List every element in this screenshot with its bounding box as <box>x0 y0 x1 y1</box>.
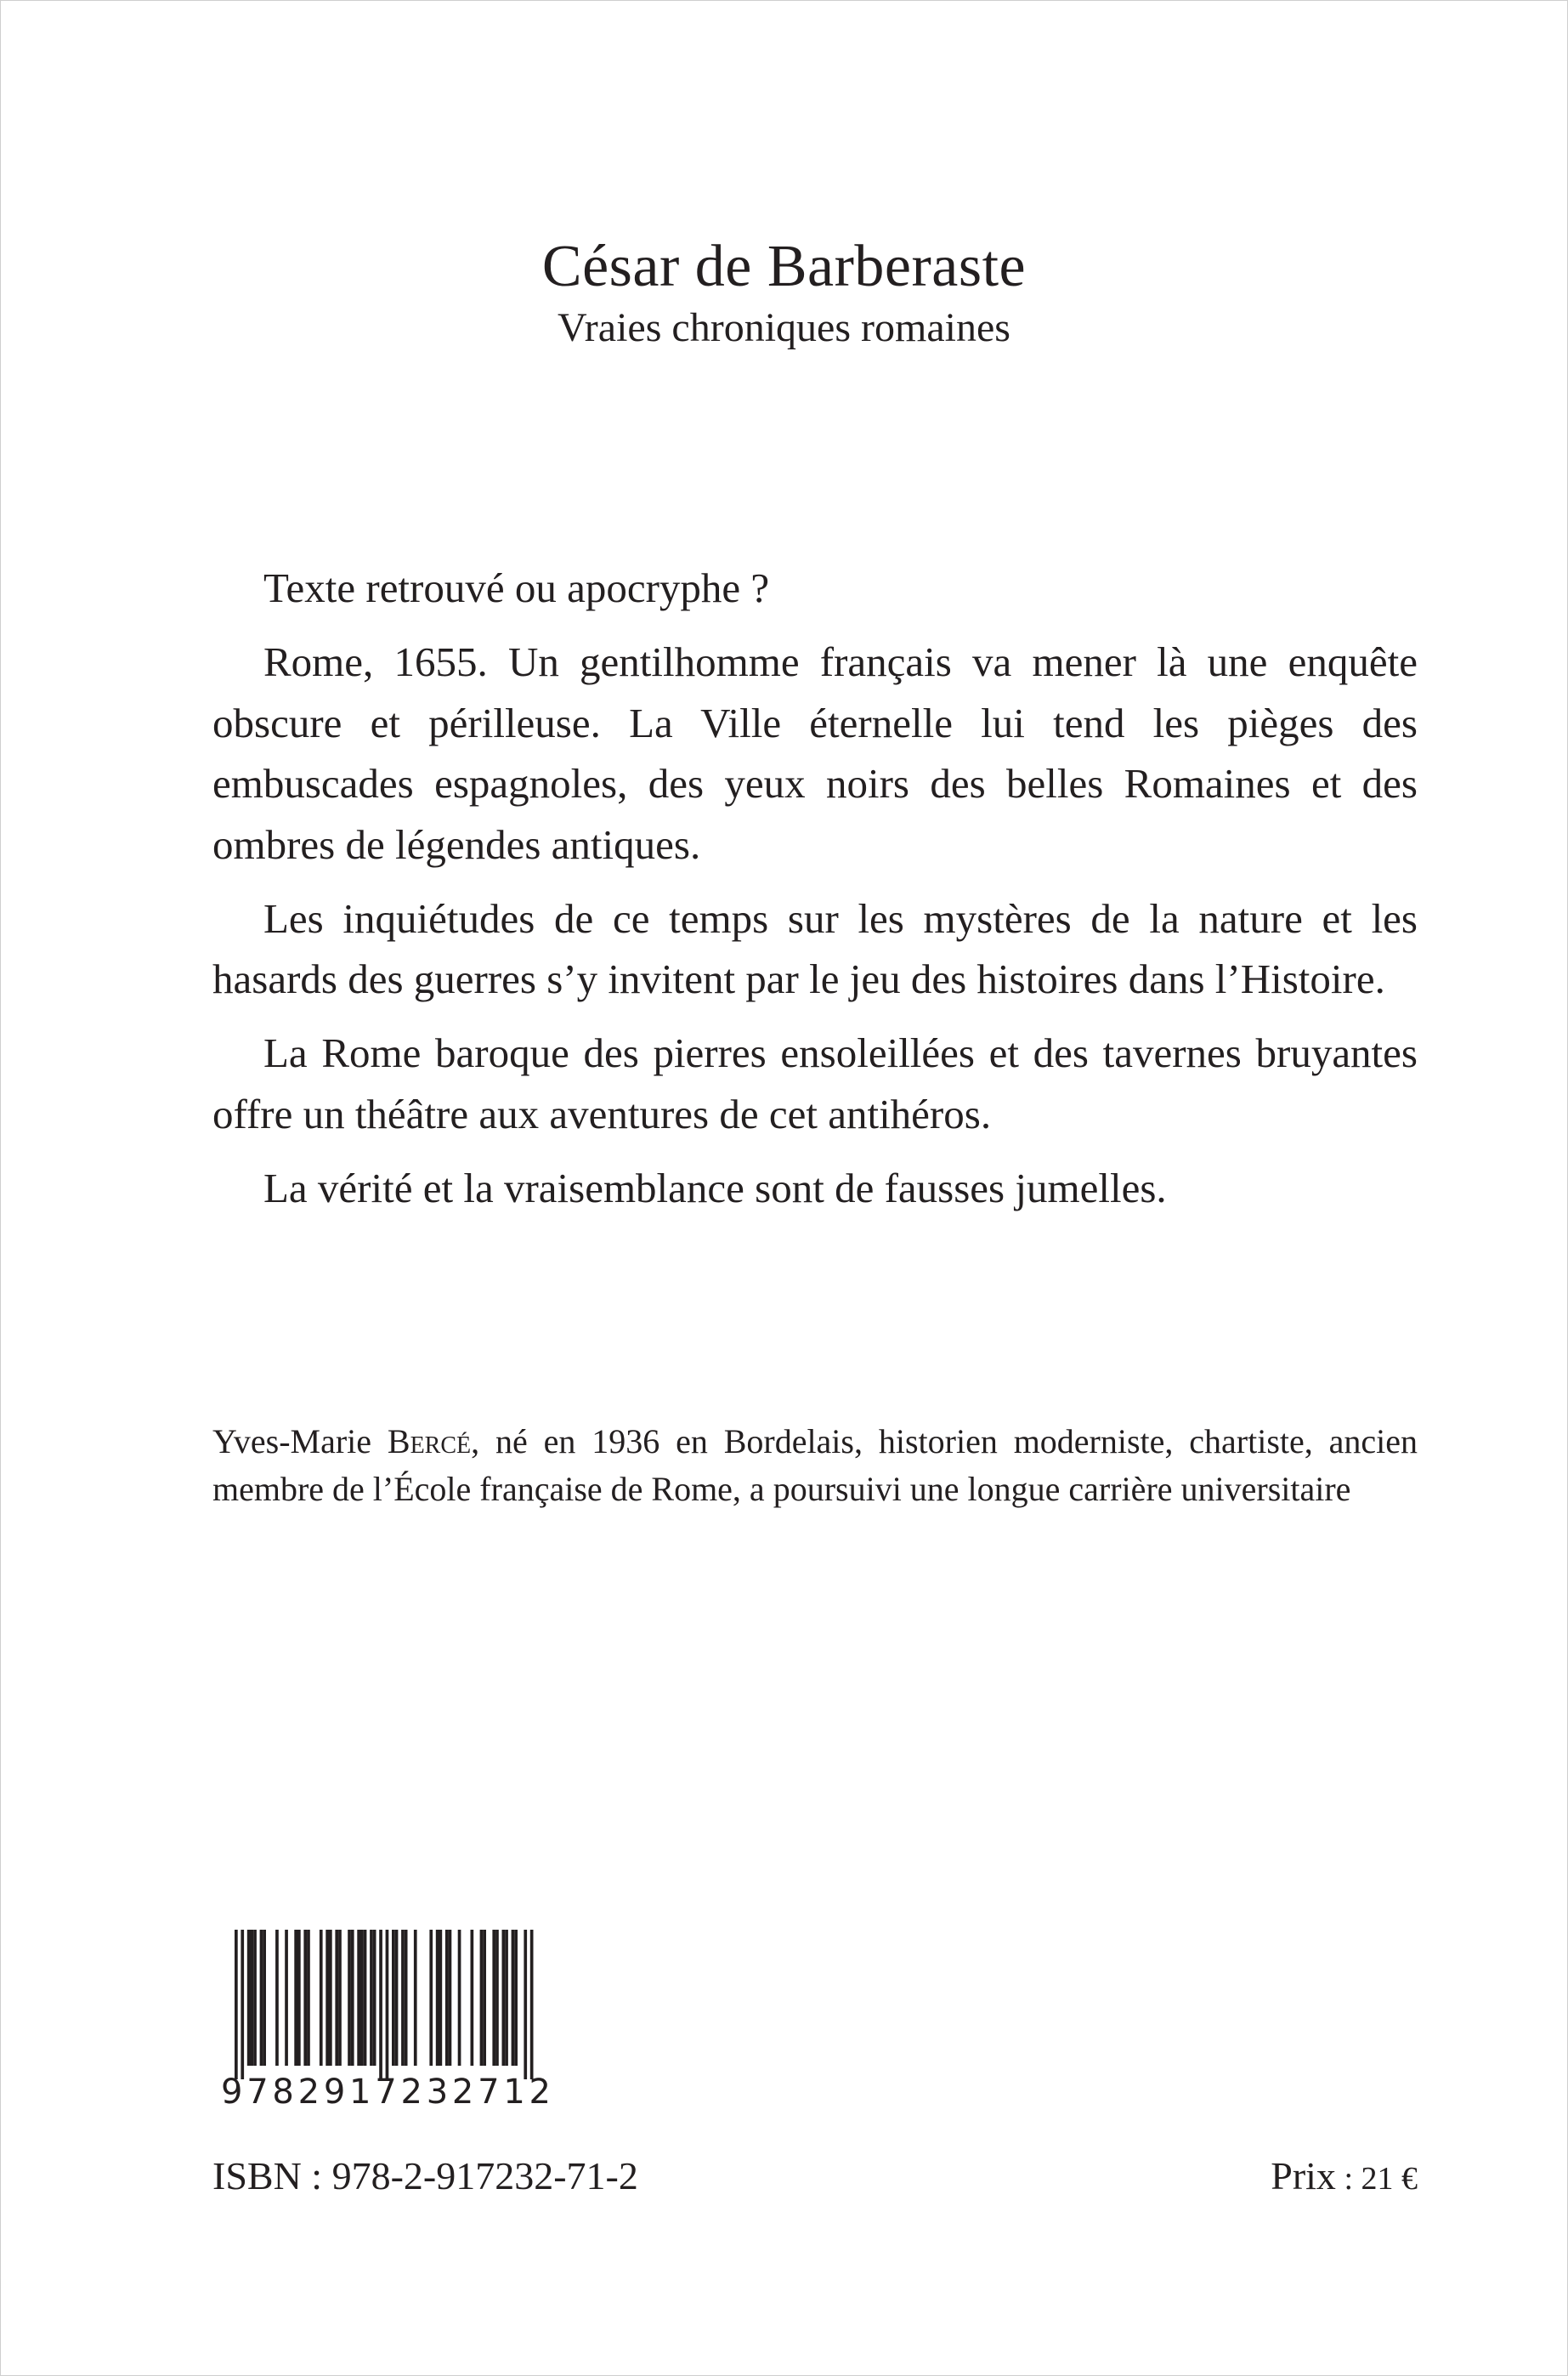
barcode-bar <box>320 1930 323 2066</box>
barcode-bar <box>436 1930 439 2066</box>
barcode-bar <box>449 1930 452 2066</box>
barcode-bar <box>241 1930 244 2079</box>
blurb-paragraph: Rome, 1655. Un gentilhomme français va mener là une enquête obscure et périlleuse. La Ville éternelle lui tend les pièges des embuscades espagnoles, des yeux noirs des belles Romaines et des ombres de légendes antiques. <box>212 638 1418 868</box>
barcode-bar <box>483 1930 486 2066</box>
barcode-bar <box>364 1930 367 2066</box>
barcode-bar <box>373 1930 376 2066</box>
isbn-text: ISBN : 978-2-917232-71-2 <box>212 2154 638 2197</box>
barcode-bar <box>307 1930 310 2066</box>
barcode-bar <box>275 1930 279 2066</box>
barcode-bar <box>414 1930 417 2066</box>
barcode-bar <box>335 1930 338 2066</box>
barcode-bar <box>492 1930 495 2066</box>
barcode-bar <box>505 1930 508 2066</box>
barcode-bar <box>480 1930 484 2066</box>
barcode-bar <box>386 1930 389 2079</box>
barcode-bar <box>325 1930 329 2066</box>
barcode-bars <box>235 1930 534 2079</box>
barcode-bar <box>329 1930 332 2066</box>
book-subtitle: Vraies chroniques romaines <box>558 305 1010 350</box>
barcode-bar <box>512 1930 515 2066</box>
barcode-bar <box>360 1930 364 2066</box>
barcode-bar <box>379 1930 382 2079</box>
isbn-barcode <box>216 1930 551 2112</box>
barcode-bar <box>502 1930 506 2066</box>
author-first-name: Yves-Marie <box>212 1422 372 1460</box>
barcode-bar <box>429 1930 433 2066</box>
barcode-bar <box>458 1930 461 2066</box>
barcode-bar <box>495 1930 499 2066</box>
barcode-bar <box>401 1930 405 2066</box>
price <box>1271 2151 1418 2204</box>
price-amount: : 21 € <box>1335 2161 1418 2197</box>
author-bio-text: , né en 1936 en Bordelais, historien moderniste, chartiste, ancien membre de l’École française de Rome, a poursuivi une longue carrière universitaire <box>212 1422 1418 1508</box>
author-bio <box>212 1418 1418 1513</box>
barcode-bar <box>260 1930 263 2066</box>
barcode-bar <box>439 1930 443 2066</box>
barcode-bar <box>294 1930 297 2066</box>
blurb-paragraph: Texte retrouvé ou apocryphe ? <box>263 564 770 611</box>
barcode-bar <box>524 1930 527 2079</box>
barcode-digits: 9782917232712 <box>221 2073 551 2112</box>
blurb <box>212 558 1418 1232</box>
barcode-bar <box>247 1930 251 2066</box>
barcode-bar <box>405 1930 408 2066</box>
barcode-bar <box>471 1930 474 2066</box>
price-label: Prix <box>1271 2154 1336 2197</box>
barcode-bar <box>392 1930 395 2066</box>
barcode-bar <box>445 1930 449 2066</box>
book-title: César de Barberaste <box>541 234 1027 299</box>
author-last-name: Bercé <box>387 1422 472 1460</box>
barcode-bar <box>348 1930 351 2066</box>
barcode-bar <box>263 1930 266 2066</box>
barcode-bar <box>251 1930 254 2066</box>
barcode-bar <box>235 1930 238 2079</box>
barcode-bar <box>514 1930 518 2066</box>
barcode-bar <box>285 1930 288 2066</box>
barcode-bar <box>530 1930 534 2079</box>
blurb-paragraph: La vérité et la vraisemblance sont de fausses jumelles. <box>263 1164 1167 1211</box>
barcode-bar <box>395 1930 399 2066</box>
barcode-bar <box>303 1930 307 2066</box>
blurb-paragraph: Les inquiétudes de ce temps sur les mystères de la nature et les hasards des guerres s’y invitent par le jeu des histoires dans l’Histoire. <box>212 894 1418 1002</box>
barcode-bar <box>338 1930 342 2066</box>
barcode-bar <box>357 1930 360 2066</box>
blurb-paragraph: La Rome baroque des pierres ensoleillées et des tavernes bruyantes offre un théâtre aux aventures de cet antihéros. <box>212 1029 1418 1137</box>
barcode-bar <box>351 1930 354 2066</box>
barcode-bar <box>370 1930 373 2066</box>
barcode-bar <box>253 1930 257 2066</box>
barcode-bar <box>297 1930 301 2066</box>
